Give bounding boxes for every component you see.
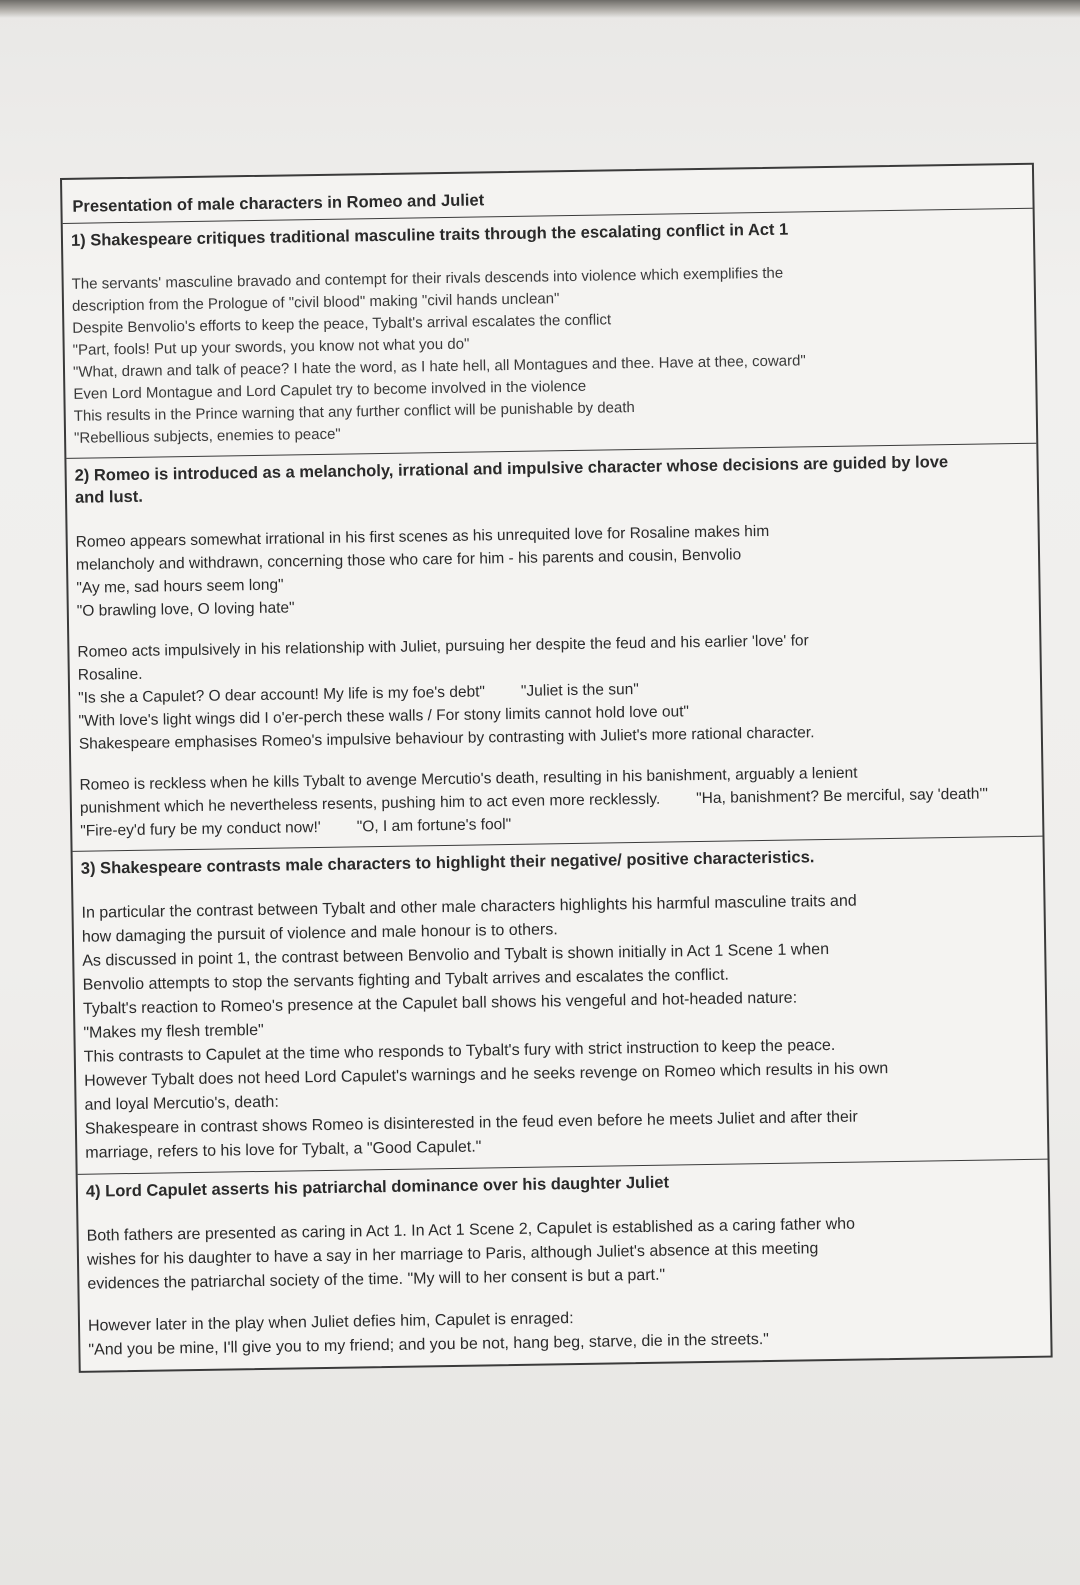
section-3-heading: 3) Shakespeare contrasts male characters to highlight their negative/ positive characteristics. [80, 848, 815, 878]
quote-line: "Part, fools! Put up your swords, you know not what you do" [72, 335, 470, 359]
quote-text: "O, I am fortune's fool" [356, 815, 512, 836]
text-line: Romeo acts impulsively in his relationship with Juliet, pursuing her despite the feud and his earlier 'love' for [77, 632, 809, 661]
text-line: wishes for his daughter to have a say in her marriage to Paris, although Juliet's absence at this meeting [86, 1240, 819, 1269]
section-2 [66, 444, 1042, 852]
section-4-heading: 4) Lord Capulet asserts his patriarchal dominance over his daughter Juliet [85, 1173, 670, 1201]
section-1-heading: 1) Shakespeare critiques traditional masculine traits through the escalating conflict in Act 1 [70, 220, 789, 250]
quote-line: "Rebellious subjects, enemies to peace" [73, 425, 341, 447]
section-2-heading [75, 450, 1030, 509]
heading-line: and lust. [74, 487, 144, 507]
text-line: Romeo is reckless when he kills Tybalt to avenge Mercutio's death, resulting in his banishment, arguably a lenient [79, 764, 858, 794]
text-line: Both fathers are presented as caring in Act 1. In Act 1 Scene 2, Capulet is established as a caring father who [86, 1215, 856, 1245]
page-top-shadow [0, 0, 1080, 18]
text-line: However later in the play when Juliet defies him, Capulet is enraged: [87, 1310, 574, 1335]
quote-line: "O brawling love, O loving hate" [76, 599, 295, 620]
text-line: The servants' masculine bravado and contempt for their rivals descends into violence which exemplifies the [71, 264, 784, 293]
quote-text: "Ha, banishment? Be merciful, say 'death'" [696, 785, 989, 808]
section-2-paragraph-1 [76, 516, 1031, 623]
quote-line: "Ay me, sad hours seem long" [76, 576, 284, 597]
text-line: evidences the patriarchal society of the time. "My will to her consent is but a part." [87, 1266, 666, 1293]
text-line: how damaging the pursuit of violence and male honour is to others. [81, 921, 558, 946]
section-4-paragraph-1 [86, 1210, 1041, 1297]
text-line: melancholy and withdrawn, concerning those who care for him - his parents and cousin, Benvolio [75, 546, 742, 574]
text-line: Romeo appears somewhat irrational in his first scenes as his unrequited love for Rosaline makes him [75, 522, 770, 551]
section-2-paragraph-3 [79, 759, 1034, 843]
text-line: Despite Benvolio's efforts to keep the peace, Tybalt's arrival escalates the conflict [72, 311, 612, 337]
quote-text: "Juliet is the sun" [520, 680, 639, 700]
document-title: Presentation of male characters in Romeo and Juliet [62, 165, 1033, 224]
text-line: However Tybalt does not heed Lord Capulet's warnings and he seeks revenge on Romeo which results in his own [84, 1060, 889, 1090]
section-1 [63, 209, 1037, 459]
text-line: Shakespeare in contrast shows Romeo is disinterested in the feud even before he meets Juliet and after their [84, 1108, 858, 1138]
text-line: and loyal Mercutio's, death: [84, 1093, 279, 1114]
text-line: Tybalt's reaction to Romeo's presence at the Capulet ball shows his vengeful and hot-headed nature: [82, 989, 798, 1018]
quote-text: "Fire-ey'd fury be my conduct now!' [80, 818, 321, 840]
text-line: Shakespeare emphasises Romeo's impulsive behaviour by contrasting with Juliet's more rational character. [78, 724, 815, 753]
section-4-paragraph-2 [88, 1300, 1043, 1363]
notes-table [60, 163, 1053, 1373]
text-line: description from the Prologue of "civil blood" making "civil hands unclean" [71, 290, 560, 315]
section-1-paragraph [72, 259, 1029, 450]
text-line: marriage, refers to his love for Tybalt, a "Good Capulet." [85, 1138, 482, 1162]
text-line: Rosaline. [77, 665, 143, 684]
text-line: As discussed in point 1, the contrast between Benvolio and Tybalt is shown initially in Act 1 Scene 1 when [82, 941, 830, 970]
text-line: Benvolio attempts to stop the servants fighting and Tybalt arrives and escalates the conflict. [82, 966, 730, 994]
text-line: In particular the contrast between Tybalt and other male characters highlights his harmful masculine traits and [81, 892, 857, 922]
section-3 [73, 837, 1048, 1175]
section-3-paragraph [81, 887, 1039, 1166]
quote-line: "What, drawn and talk of peace? I hate the word, as I hate hell, all Montagues and thee. Have at thee, coward" [72, 352, 806, 381]
section-4 [78, 1160, 1051, 1371]
quote-line: "And you be mine, I'll give you to my friend; and you be not, hang beg, starve, die in the streets." [88, 1331, 770, 1359]
text-line: Even Lord Montague and Lord Capulet try to become involved in the violence [73, 377, 587, 403]
section-2-paragraph-2 [77, 626, 1033, 756]
heading-line: 2) Romeo is introduced as a melancholy, irrational and impulsive character whose decisions are guided by love [74, 453, 949, 485]
quote-line: "Makes my flesh tremble" [83, 1021, 264, 1042]
quote-line: "With love's light wings did I o'er-perch these walls / For stony limits cannot hold love out" [78, 703, 690, 730]
quote-text: "Is she a Capulet? O dear account! My life is my foe's debt" [78, 683, 486, 707]
text-line: punishment which he nevertheless resents, pushing him to act even more recklessly. [79, 790, 661, 817]
text-line: This contrasts to Capulet at the time who responds to Tybalt's fury with strict instruction to keep the peace. [83, 1036, 836, 1066]
text-line: This results in the Prince warning that any further conflict will be punishable by death [73, 399, 635, 425]
